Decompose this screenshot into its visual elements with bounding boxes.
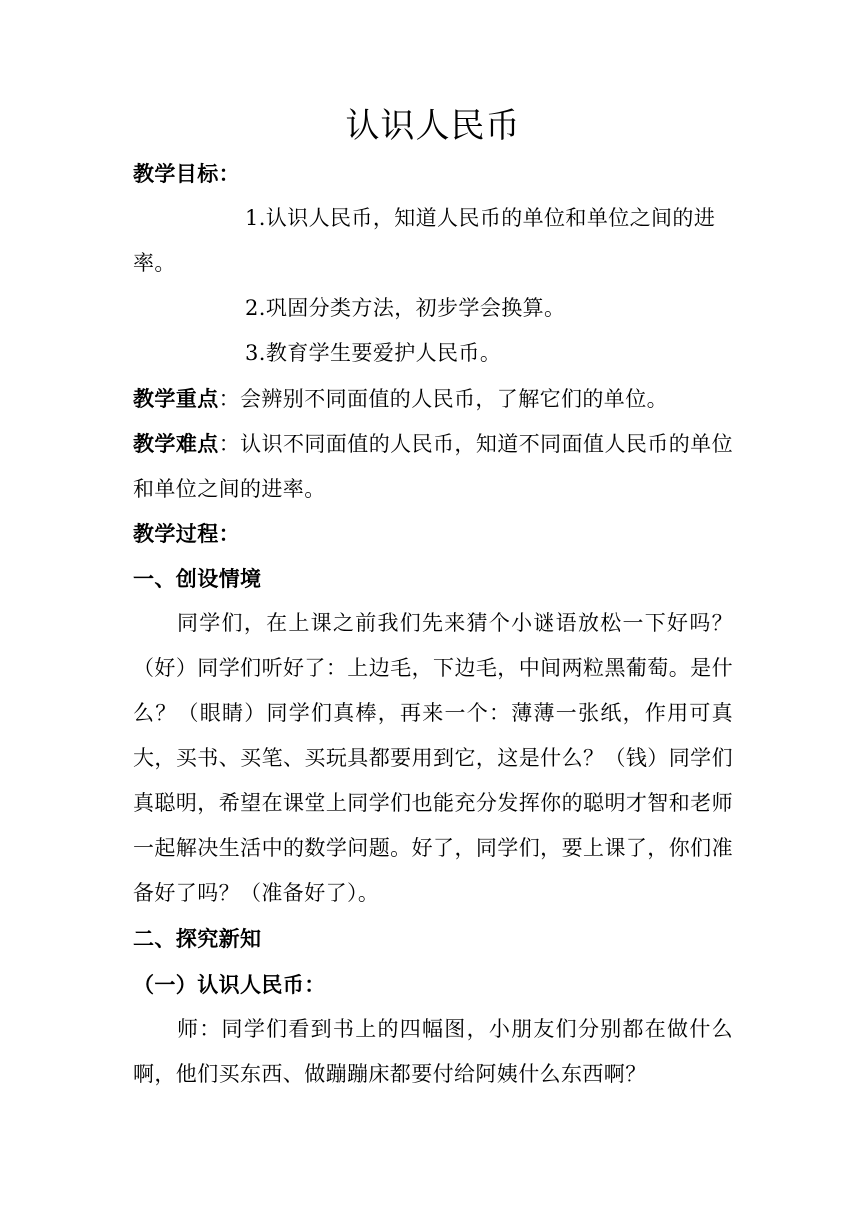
objective-item-1: 1.认识人民币，知道人民币的单位和单位之间的进率。	[133, 206, 716, 275]
key-point-label: 教学重点	[133, 386, 219, 411]
page-title: 认识人民币	[345, 106, 521, 146]
objective-item-2: 2.巩固分类方法，初步学会换算。	[245, 296, 566, 320]
section-1-heading: 一、创设情境	[133, 566, 262, 591]
difficulty-label: 教学难点	[133, 431, 219, 456]
section-2-heading: 二、探究新知	[133, 926, 262, 951]
process-heading: 教学过程：	[133, 521, 240, 546]
objective-item-3: 3.教育学生要爱护人民币。	[245, 341, 502, 365]
difficulty-line	[133, 421, 733, 512]
section-1-paragraph: 同学们，在上课之前我们先来猜个小谜语放松一下好吗？（好）同学们听好了：上边毛，下边毛，中间两粒黑葡萄。是什么？（眼睛）同学们真棒，再来一个：薄薄一张纸，作用可真大，买书、买笔、买玩具都要用到它，这是什么？（钱）同学们真聪明，希望在课堂上同学们也能充分发挥你的聪明才智和老师一起解决生活中的数学问题。好了，同学们，要上课了，你们准备好了吗？（准备好了）。	[133, 611, 733, 905]
key-point-line	[133, 376, 733, 422]
difficulty-text: ：认识不同面值的人民币，知道不同面值人民币的单位和单位之间的进率。	[133, 432, 733, 501]
objectives-heading: 教学目标：	[133, 161, 240, 186]
section-2-paragraph: 师：同学们看到书上的四幅图，小朋友们分别都在做什么啊，他们买东西、做蹦蹦床都要付给阿姨什么东西啊？	[133, 1017, 733, 1086]
section-2-subheading: （一）认识人民币：	[133, 972, 326, 997]
key-point-text: ：会辨别不同面值的人民币，了解它们的单位。	[218, 387, 669, 411]
